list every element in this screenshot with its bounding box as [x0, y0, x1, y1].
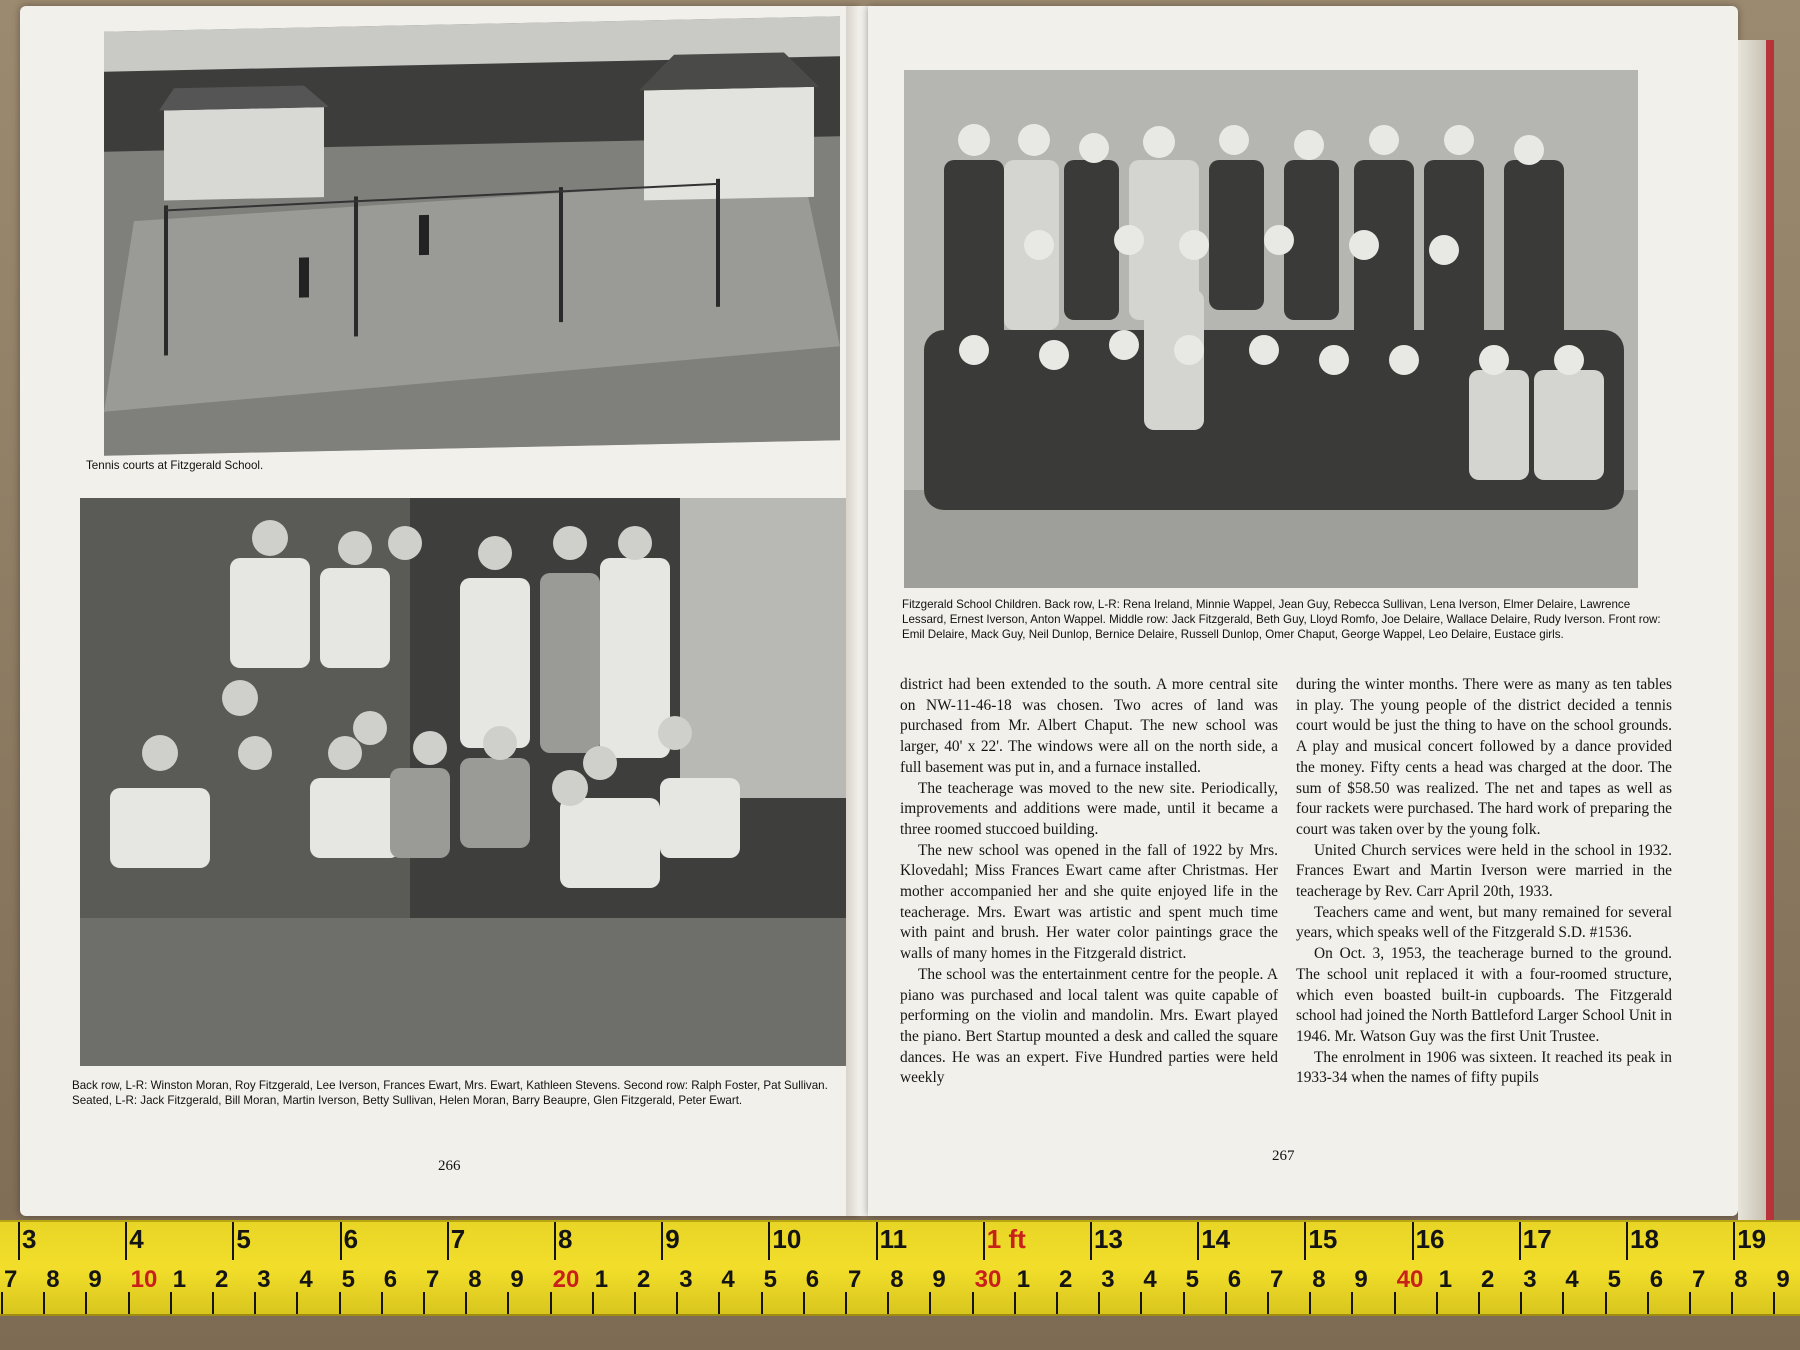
tape-cm-tick [254, 1292, 256, 1314]
group-photo-caption: Back row, L-R: Winston Moran, Roy Fitzgerald, Lee Iverson, Frances Ewart, Mrs. Ewart, Kathleen Stevens. Second row: Ralph Foster, Pat Sullivan. Seated, L-R: Jack Fitzgerald, Bill Moran, Martin Iverson, Betty Sullivan, Helen Moran, Barry Beaupre, Glen Fitzgerald, Peter Ewart. [72, 1079, 828, 1107]
tape-cm-tick [761, 1292, 763, 1314]
tape-cm-label: 9 [1354, 1266, 1368, 1293]
tape-cm-label: 1 [1438, 1266, 1453, 1293]
school-children-photo [904, 70, 1638, 588]
paragraph: district had been extended to the south. A more central site on NW-11-46-18 was chosen. Two acres of land was purchased from Mr. Albert Chaput. The new school was larger, 40' x 22'. The windows were all on the north side, a full basement was put in, and a furnace installed. [900, 676, 1278, 776]
tape-inch-label: 7 [450, 1224, 466, 1254]
tape-inch-label: 14 [1201, 1224, 1231, 1254]
tape-cm-label: 8 [1312, 1266, 1326, 1293]
tape-cm-label: 1 [594, 1266, 609, 1293]
paragraph: The new school was opened in the fall of 1922 by Mrs. Klovedahl; Miss Frances Ewart came after Christmas. Her mother accompanied her and she quite enjoyed life in the teacherage. Mrs. Ewart was artistic and spent much time with paint and brush. Her water color paintings grace the walls of many homes in the Fitzgerald district. [900, 841, 1278, 963]
tape-cm-tick [1689, 1292, 1691, 1314]
tape-cm-label: 2 [637, 1266, 651, 1293]
tape-cm-label: 1 [1016, 1266, 1031, 1293]
tape-inch-label: 15 [1308, 1224, 1338, 1254]
tape-inch-label: 19 [1737, 1224, 1767, 1254]
tape-cm-tick [1351, 1292, 1353, 1314]
tape-cm-label: 3 [1523, 1266, 1537, 1293]
tape-cm-tick [128, 1292, 130, 1314]
tape-inch-label: 9 [665, 1224, 680, 1254]
page-number-left: 266 [438, 1158, 461, 1174]
tape-cm-tick [972, 1292, 974, 1314]
tape-cm-tick [1183, 1292, 1185, 1314]
tape-cm-tick [592, 1292, 594, 1314]
tape-inch-tick [1197, 1222, 1199, 1260]
tape-cm-tick [1731, 1292, 1733, 1314]
tape-inch-label: 16 [1415, 1224, 1445, 1254]
tape-inch-label: 17 [1522, 1224, 1552, 1254]
tape-cm-tick [423, 1292, 425, 1314]
tape-cm-label: 2 [215, 1266, 229, 1293]
tape-cm-label: 7 [426, 1266, 440, 1293]
group-photo [80, 498, 850, 1066]
tape-cm-label: 4 [721, 1266, 735, 1293]
tape-inch-tick [554, 1222, 556, 1260]
tape-cm-label: 9 [88, 1266, 102, 1293]
paragraph: Teachers came and went, but many remained for several years, which speaks well of the Fitzgerald S.D. #1536. [1296, 903, 1672, 942]
tape-cm-label: 6 [1649, 1266, 1664, 1293]
tape-cm-label: 6 [383, 1266, 398, 1293]
tape-cm-tick [85, 1292, 87, 1314]
tape-cm-tick [43, 1292, 45, 1314]
tape-cm-tick [1436, 1292, 1438, 1314]
tape-cm-label: 5 [1607, 1266, 1621, 1293]
tape-cm-tick [212, 1292, 214, 1314]
tape-cm-tick [676, 1292, 678, 1314]
tape-cm-label: 4 [1143, 1266, 1157, 1293]
tape-cm-tick [1773, 1292, 1775, 1314]
tape-cm-tick [339, 1292, 341, 1314]
tape-cm-tick [1140, 1292, 1142, 1314]
tape-cm-tick [381, 1292, 383, 1314]
tape-cm-tick [1267, 1292, 1269, 1314]
tape-cm-label: 8 [46, 1266, 60, 1293]
tape-cm-tick [887, 1292, 889, 1314]
tape-inch-label: 6 [343, 1224, 359, 1254]
tape-cm-tick [1056, 1292, 1058, 1314]
tape-cm-tick [1, 1292, 3, 1314]
tape-inch-tick [18, 1222, 20, 1260]
tape-cm-label: 2 [1059, 1266, 1073, 1293]
tape-cm-label: 6 [1227, 1266, 1242, 1293]
paragraph: The enrolment in 1906 was sixteen. It reached its peak in 1933-34 when the names of fifty pupils [1296, 1048, 1672, 1087]
tape-cm-tick [507, 1292, 509, 1314]
tennis-court-photo [104, 16, 840, 455]
paragraph: The teacherage was moved to the new site. Periodically, improvements and additions were made, until it became a three roomed stuccoed building. [900, 779, 1278, 838]
tape-inch-tick [232, 1222, 234, 1260]
tape-cm-label: 40 [1396, 1266, 1424, 1293]
paragraph: during the winter months. There were as many as ten tables in play. The young people of the district decided a tennis court would be just the thing to have on the school grounds. A play and musical concert followed by a dance provided the money. Fifty cents a head was charged at the door. The sum of $58.50 was realized. The net and tapes as well as four rackets were purchased. The hard work of preparing the court was taken over by the young folk. [1296, 676, 1672, 838]
tape-cm-label: 8 [1734, 1266, 1748, 1293]
tape-cm-label: 5 [341, 1266, 355, 1293]
tape-inch-tick [1304, 1222, 1306, 1260]
tape-cm-tick [803, 1292, 805, 1314]
tennis-court-illustration [104, 16, 840, 455]
paragraph: United Church services were held in the school in 1932. Frances Ewart and Martin Iverson were married in the teacherage by Rev. Carr April 20th, 1933. [1296, 841, 1672, 901]
tape-cm-label: 20 [552, 1266, 580, 1293]
tape-cm-label: 30 [974, 1266, 1002, 1293]
tape-cm-tick [1309, 1292, 1311, 1314]
tape-cm-tick [296, 1292, 298, 1314]
tape-cm-label: 7 [4, 1266, 18, 1293]
tape-cm-tick [634, 1292, 636, 1314]
tape-cm-tick [1225, 1292, 1227, 1314]
tape-inch-tick [983, 1222, 985, 1260]
tape-cm-tick [718, 1292, 720, 1314]
school-children-caption: Fitzgerald School Children. Back row, L-R: Rena Ireland, Minnie Wappel, Jean Guy, Rebecca Sullivan, Lena Iverson, Elmer Delaire, Lawrence Lessard, Ernest Iverson, Anton Wappel. Middle row: Jack Fitzgerald, Beth Guy, Lloyd Romfo, Joe Delaire, Wallace Delaire, Rudy Iverson. Front row: Emil Delaire, Mack Guy, Neil Dunlop, Bernice Delaire, Russell Dunlop, Omer Chaput, George Wappel, Leo Delaire, Eustace girls. [902, 598, 1661, 641]
right-page [868, 6, 1738, 1216]
tape-cm-tick [170, 1292, 172, 1314]
tape-inch-label: 18 [1630, 1224, 1659, 1254]
tape-cm-label: 6 [805, 1266, 820, 1293]
tape-inch-tick [447, 1222, 449, 1260]
tape-inch-label: 5 [236, 1224, 251, 1254]
tape-inch-label: 1 ft [986, 1224, 1026, 1254]
tape-inch-label: 8 [558, 1224, 573, 1254]
tape-cm-label: 7 [1692, 1266, 1706, 1293]
tennis-photo-caption: Tennis courts at Fitzgerald School. [86, 459, 264, 472]
tape-inch-label: 11 [879, 1224, 908, 1254]
paragraph: The school was the entertainment centre for the people. A piano was purchased and local talent was quite capable of performing on the violin and mandolin. Mrs. Ewart played the piano. Bert Startup mounted a desk and called the square dances. He was an expert. Five Hundred parties were held weekly [900, 965, 1278, 1087]
tape-cm-tick [1394, 1292, 1396, 1314]
school-children-illustration [904, 70, 1638, 588]
tape-cm-label: 3 [679, 1266, 693, 1293]
tape-cm-label: 8 [890, 1266, 904, 1293]
tape-inch-tick [1733, 1222, 1735, 1260]
tape-inch-label: 4 [129, 1224, 144, 1254]
tape-inch-tick [876, 1222, 878, 1260]
body-column-1 [900, 675, 1278, 1089]
tape-inch-tick [125, 1222, 127, 1260]
tape-cm-tick [1098, 1292, 1100, 1314]
tape-cm-tick [1647, 1292, 1649, 1314]
paragraph: On Oct. 3, 1953, the teacherage burned to the ground. The school unit replaced it with a four-roomed structure, which even boasted built-in cupboards. The Fitzgerald school had joined the North Battleford Larger School Unit in 1946. Mr. Watson Guy was the first Unit Trustee. [1296, 945, 1672, 1045]
tape-inch-tick [768, 1222, 770, 1260]
tape-cm-label: 5 [763, 1266, 777, 1293]
tape-cm-tick [550, 1292, 552, 1314]
tape-inch-tick [340, 1222, 342, 1260]
tape-cm-tick [845, 1292, 847, 1314]
tape-cm-label: 5 [1185, 1266, 1199, 1293]
group-photo-illustration [80, 498, 850, 1066]
page-number-right: 267 [1272, 1148, 1295, 1164]
tape-cm-label: 7 [1270, 1266, 1284, 1293]
tape-cm-label: 8 [468, 1266, 482, 1293]
tape-cm-label: 9 [1776, 1266, 1790, 1293]
tape-cm-label: 7 [848, 1266, 862, 1293]
tape-inch-label: 3 [22, 1224, 37, 1254]
tape-cm-tick [1520, 1292, 1522, 1314]
tape-measure [0, 1220, 1800, 1316]
tape-cm-tick [1478, 1292, 1480, 1314]
tape-cm-tick [1605, 1292, 1607, 1314]
book-cover-edge [1738, 40, 1774, 1220]
tape-cm-label: 2 [1481, 1266, 1495, 1293]
tape-inch-tick [661, 1222, 663, 1260]
tape-cm-label: 10 [130, 1266, 158, 1293]
tape-cm-label: 3 [1101, 1266, 1115, 1293]
left-page [20, 6, 860, 1216]
tape-inch-label: 10 [772, 1224, 802, 1254]
tape-cm-label: 4 [1565, 1266, 1579, 1293]
tape-inch-tick [1519, 1222, 1521, 1260]
tape-cm-label: 4 [299, 1266, 313, 1293]
tape-cm-tick [929, 1292, 931, 1314]
tape-cm-tick [1562, 1292, 1564, 1314]
tape-cm-label: 3 [257, 1266, 271, 1293]
tape-cm-label: 1 [172, 1266, 187, 1293]
body-column-2 [1296, 675, 1672, 1089]
tape-inch-tick [1626, 1222, 1628, 1260]
tape-cm-tick [465, 1292, 467, 1314]
tape-cm-label: 9 [510, 1266, 524, 1293]
tape-inch-label: 13 [1094, 1224, 1123, 1254]
tape-inch-tick [1412, 1222, 1414, 1260]
tape-cm-tick [1014, 1292, 1016, 1314]
tape-inch-tick [1090, 1222, 1092, 1260]
tape-cm-label: 9 [932, 1266, 946, 1293]
